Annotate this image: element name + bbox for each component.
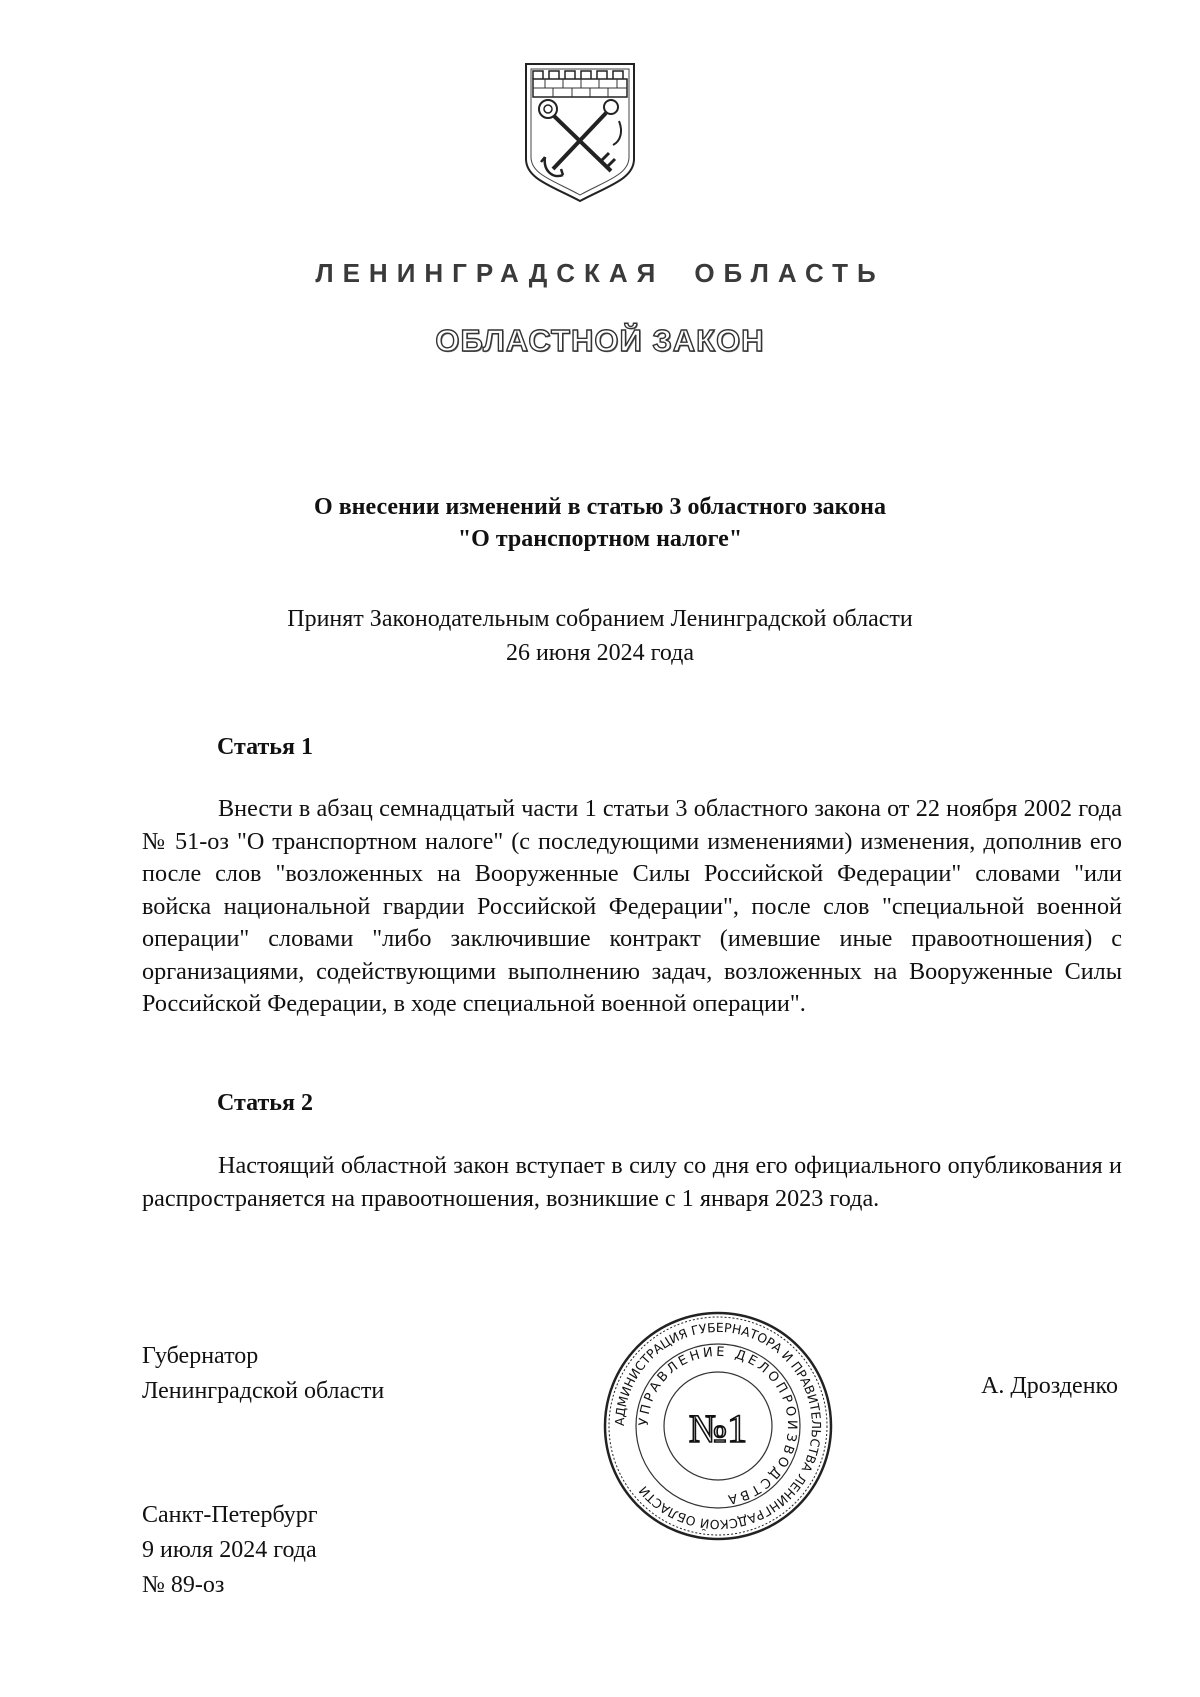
document-title: [0, 491, 1200, 555]
article-2-heading: Статья 2: [217, 1090, 313, 1116]
stamp-inner-text: УПРАВЛЕНИЕ ДЕЛОПРОИЗВОДСТВА: [636, 1344, 800, 1507]
region-word-2: ОБЛАСТЬ: [694, 258, 885, 288]
city: Санкт-Петербург: [142, 1502, 318, 1528]
region-name: [0, 258, 1200, 289]
signatory-name: А. Дрозденко: [981, 1373, 1118, 1399]
position-line-1: Губернатор: [142, 1343, 259, 1369]
article-2-text: Настоящий областной закон вступает в силу со дня его официального опубликования и распространяется на правоотношения, возникшие с 1 января 2023 года.: [142, 1152, 1122, 1212]
adoption-date: 26 июня 2024 года: [505, 640, 695, 666]
stamp-number: №1: [688, 1406, 748, 1451]
position-line-2: Ленинградской области: [142, 1378, 385, 1404]
title-line-2: "О транспортном налоге": [457, 526, 743, 552]
coat-of-arms-icon: [523, 61, 637, 203]
signatory-position: [142, 1339, 384, 1409]
stamp-outer-text: АДМИНИСТРАЦИЯ ГУБЕРНАТОРА И ПРАВИТЕЛЬСТВА ЛЕНИНГРАДСКОЙ ОБЛАСТИ: [611, 1319, 825, 1533]
article-1-heading: Статья 1: [217, 734, 313, 760]
adoption-line-1: Принят Законодательным собранием Ленинградской области: [287, 606, 913, 632]
place-and-date: [142, 1498, 318, 1603]
law-type-heading: ОБЛАСТНОЙ ЗАКОН: [435, 323, 765, 358]
region-word-1: ЛЕНИНГРАДСКАЯ: [315, 258, 665, 288]
article-1-text: Внести в абзац семнадцатый части 1 статьи 3 областного закона от 22 ноября 2002 года № 51-оз "О транспортном налоге" (с последующими изменениями) изменения, дополнив его после слов "возложенных на Вооруженные Силы Российской Федерации" словами "или войска национальной гвардии Российской Федерации", после слов "специальной военной операции" словами "либо заключившие контракт (имевшие иные правоотношения) с организациями, содействующими выполнению задач, возложенных на Вооруженные Силы Российской Федерации, в ходе специальной военной операции".: [142, 795, 1122, 1017]
law-number: № 89-оз: [142, 1572, 225, 1598]
signing-date: 9 июля 2024 года: [142, 1537, 317, 1563]
official-stamp: [602, 1310, 834, 1542]
adoption-note: [0, 602, 1200, 670]
title-line-1: О внесении изменений в статью 3 областного закона: [314, 494, 886, 520]
